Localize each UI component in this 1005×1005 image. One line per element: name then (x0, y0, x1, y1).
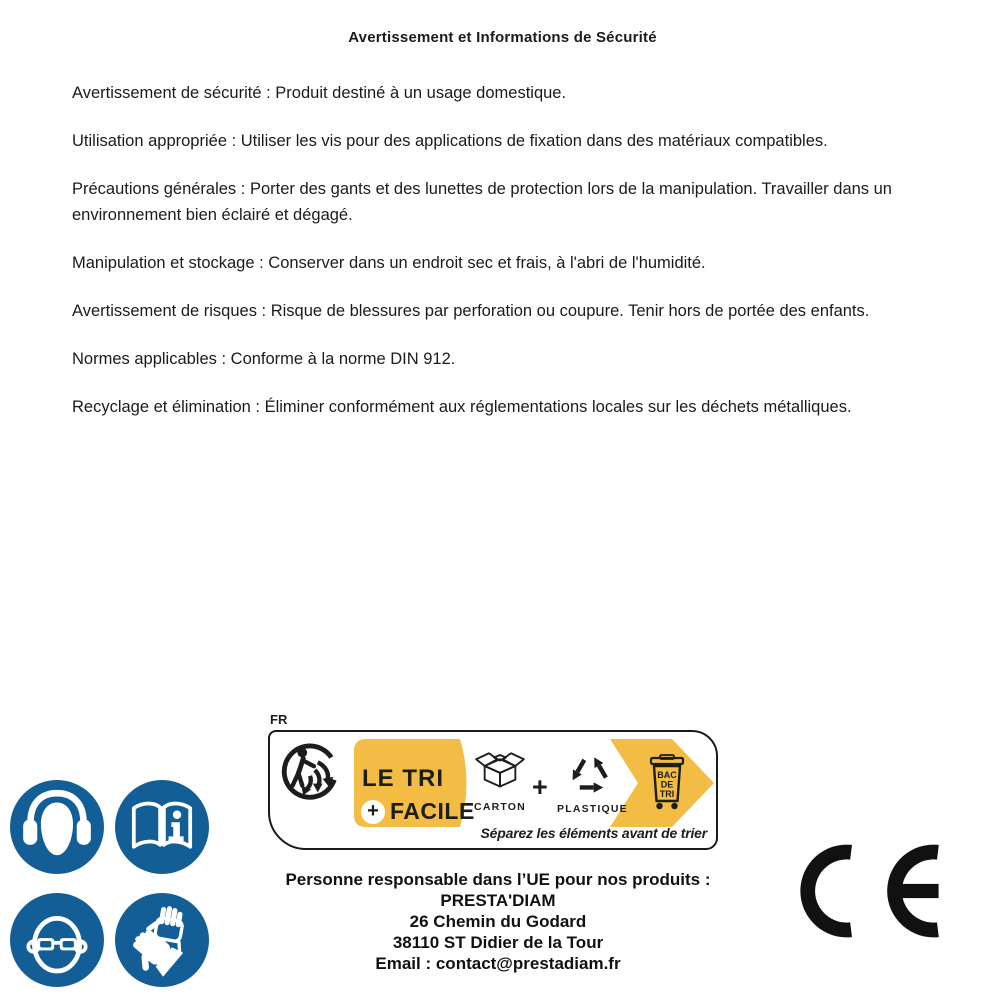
bin-text-de: DE (660, 779, 674, 790)
bin-text-tri: TRI (659, 789, 675, 799)
read-manual-icon (115, 780, 209, 874)
sorting-bin-icon (648, 754, 686, 812)
plus-circle-icon: + (361, 800, 385, 824)
bin-text-bac: BAC (657, 770, 677, 780)
eye-protection-icon (10, 893, 104, 987)
materials-plus-sign: + (532, 772, 548, 802)
recycling-label-group (268, 712, 718, 850)
paragraph-general-precautions: Précautions générales : Porter des gants et des lunettes de protection lors de la manipulation. Travailler dans un environnement bien éclairé et dégagé. (72, 180, 892, 224)
paragraph-handling-storage: Manipulation et stockage : Conserver dans un endroit sec et frais, à l'abri de l'humidité. (72, 254, 706, 272)
hand-protection-icon (115, 893, 209, 987)
carton-box-icon (472, 749, 528, 795)
material-plastique (557, 753, 628, 815)
ear-protection-icon (10, 780, 104, 874)
mandatory-pictograms (10, 780, 209, 987)
country-code-fr: FR (270, 712, 288, 727)
paragraph-appropriate-use: Utilisation appropriée : Utiliser les vis pour des applications de fixation dans des matériaux compatibles. (72, 132, 828, 150)
paragraph-standards: Normes applicables : Conforme à la norme DIN 912. (72, 350, 456, 368)
triman-icon (280, 741, 342, 803)
material-carton (468, 749, 532, 813)
responsible-person-block (258, 869, 738, 974)
email-line: Email : contact@prestadiam.fr (375, 954, 621, 973)
paragraph-recycling: Recyclage et élimination : Éliminer conformément aux réglementations locales sur les déchets métalliques. (72, 398, 852, 416)
safety-paragraphs (72, 80, 972, 442)
le-tri-text: LE TRI (362, 765, 444, 792)
paragraph-safety-warning: Avertissement de sécurité : Produit destiné à un usage domestique. (72, 84, 567, 102)
ce-mark-logo (797, 841, 945, 941)
city-address: 38110 ST Didier de la Tour (392, 933, 604, 952)
info-tri-label (268, 730, 718, 850)
plastique-label: PLASTIQUE (557, 803, 628, 815)
recycling-triangle-icon (565, 753, 615, 797)
facile-text: FACILE (390, 798, 475, 824)
sorting-instruction: Séparez les éléments avant de trier (480, 825, 707, 841)
street-address: 26 Chemin du Godard (409, 912, 587, 931)
page-title: Avertissement et Informations de Sécurité (348, 29, 657, 46)
carton-label: CARTON (474, 801, 526, 813)
paragraph-risk-warning: Avertissement de risques : Risque de blessures par perforation ou coupure. Tenir hors de portée des enfants. (72, 302, 870, 320)
company-name: PRESTA'DIAM (440, 891, 556, 910)
facile-row (361, 798, 475, 825)
responsible-intro-line: Personne responsable dans l’UE pour nos produits : (285, 870, 711, 889)
